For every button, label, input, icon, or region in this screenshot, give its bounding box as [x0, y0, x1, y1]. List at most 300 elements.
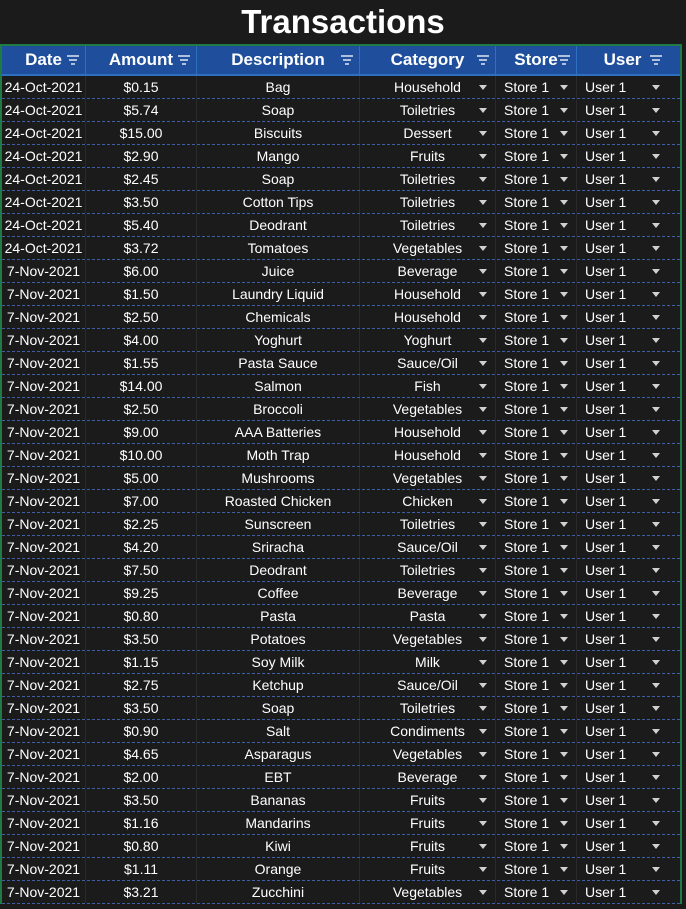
cell-description[interactable]: Potatoes: [197, 628, 360, 650]
cell-amount[interactable]: $2.50: [86, 306, 197, 328]
dropdown-arrow-icon[interactable]: [560, 177, 568, 182]
cell-amount[interactable]: $2.45: [86, 168, 197, 190]
dropdown-arrow-icon[interactable]: [479, 775, 487, 780]
cell-description[interactable]: Pasta Sauce: [197, 352, 360, 374]
cell-category-dropdown[interactable]: [360, 881, 496, 903]
dropdown-arrow-icon[interactable]: [652, 407, 660, 412]
cell-amount[interactable]: $0.15: [86, 76, 197, 98]
cell-store-dropdown[interactable]: [496, 812, 577, 834]
cell-amount[interactable]: $9.25: [86, 582, 197, 604]
cell-category-dropdown[interactable]: [360, 628, 496, 650]
cell-store-dropdown[interactable]: [496, 651, 577, 673]
header-store[interactable]: [496, 46, 577, 74]
cell-store-dropdown[interactable]: [496, 766, 577, 788]
cell-user-dropdown[interactable]: [577, 651, 668, 673]
dropdown-arrow-icon[interactable]: [652, 867, 660, 872]
cell-amount[interactable]: $7.00: [86, 490, 197, 512]
dropdown-arrow-icon[interactable]: [560, 683, 568, 688]
dropdown-arrow-icon[interactable]: [652, 108, 660, 113]
cell-category-dropdown[interactable]: [360, 559, 496, 581]
cell-amount[interactable]: $6.00: [86, 260, 197, 282]
cell-user-dropdown[interactable]: [577, 789, 668, 811]
cell-store-dropdown[interactable]: [496, 191, 577, 213]
cell-store-dropdown[interactable]: [496, 536, 577, 558]
cell-date[interactable]: 7-Nov-2021: [2, 743, 86, 765]
dropdown-arrow-icon[interactable]: [652, 200, 660, 205]
cell-user-dropdown[interactable]: [577, 145, 668, 167]
dropdown-arrow-icon[interactable]: [652, 660, 660, 665]
cell-description[interactable]: EBT: [197, 766, 360, 788]
dropdown-arrow-icon[interactable]: [479, 683, 487, 688]
dropdown-arrow-icon[interactable]: [652, 430, 660, 435]
cell-description[interactable]: Bag: [197, 76, 360, 98]
dropdown-arrow-icon[interactable]: [652, 499, 660, 504]
dropdown-arrow-icon[interactable]: [479, 660, 487, 665]
cell-category-dropdown[interactable]: [360, 398, 496, 420]
cell-date[interactable]: 7-Nov-2021: [2, 467, 86, 489]
dropdown-arrow-icon[interactable]: [652, 223, 660, 228]
dropdown-arrow-icon[interactable]: [560, 890, 568, 895]
cell-amount[interactable]: $5.40: [86, 214, 197, 236]
cell-user-dropdown[interactable]: [577, 260, 668, 282]
cell-category-dropdown[interactable]: [360, 444, 496, 466]
cell-store-dropdown[interactable]: [496, 743, 577, 765]
cell-description[interactable]: Deodrant: [197, 214, 360, 236]
cell-date[interactable]: 7-Nov-2021: [2, 605, 86, 627]
cell-user-dropdown[interactable]: [577, 306, 668, 328]
cell-user-dropdown[interactable]: [577, 582, 668, 604]
cell-amount[interactable]: $4.00: [86, 329, 197, 351]
cell-description[interactable]: Salmon: [197, 375, 360, 397]
dropdown-arrow-icon[interactable]: [560, 85, 568, 90]
cell-user-dropdown[interactable]: [577, 444, 668, 466]
dropdown-arrow-icon[interactable]: [560, 315, 568, 320]
dropdown-arrow-icon[interactable]: [560, 867, 568, 872]
cell-date[interactable]: 7-Nov-2021: [2, 697, 86, 719]
dropdown-arrow-icon[interactable]: [560, 292, 568, 297]
dropdown-arrow-icon[interactable]: [560, 568, 568, 573]
cell-store-dropdown[interactable]: [496, 260, 577, 282]
cell-description[interactable]: Deodrant: [197, 559, 360, 581]
cell-amount[interactable]: $2.50: [86, 398, 197, 420]
dropdown-arrow-icon[interactable]: [560, 430, 568, 435]
dropdown-arrow-icon[interactable]: [652, 453, 660, 458]
dropdown-arrow-icon[interactable]: [479, 476, 487, 481]
cell-date[interactable]: 24-Oct-2021: [2, 191, 86, 213]
cell-category-dropdown[interactable]: [360, 513, 496, 535]
dropdown-arrow-icon[interactable]: [652, 269, 660, 274]
dropdown-arrow-icon[interactable]: [560, 384, 568, 389]
header-date[interactable]: [2, 46, 86, 74]
dropdown-arrow-icon[interactable]: [652, 292, 660, 297]
cell-store-dropdown[interactable]: [496, 858, 577, 880]
cell-user-dropdown[interactable]: [577, 398, 668, 420]
cell-user-dropdown[interactable]: [577, 122, 668, 144]
dropdown-arrow-icon[interactable]: [560, 108, 568, 113]
cell-user-dropdown[interactable]: [577, 697, 668, 719]
dropdown-arrow-icon[interactable]: [560, 752, 568, 757]
cell-date[interactable]: 7-Nov-2021: [2, 352, 86, 374]
cell-description[interactable]: Orange: [197, 858, 360, 880]
dropdown-arrow-icon[interactable]: [652, 752, 660, 757]
dropdown-arrow-icon[interactable]: [652, 798, 660, 803]
dropdown-arrow-icon[interactable]: [652, 384, 660, 389]
cell-date[interactable]: 7-Nov-2021: [2, 283, 86, 305]
dropdown-arrow-icon[interactable]: [652, 338, 660, 343]
dropdown-arrow-icon[interactable]: [560, 223, 568, 228]
cell-description[interactable]: Chemicals: [197, 306, 360, 328]
cell-description[interactable]: Juice: [197, 260, 360, 282]
cell-date[interactable]: 7-Nov-2021: [2, 329, 86, 351]
cell-user-dropdown[interactable]: [577, 766, 668, 788]
dropdown-arrow-icon[interactable]: [479, 269, 487, 274]
cell-date[interactable]: 24-Oct-2021: [2, 145, 86, 167]
cell-amount[interactable]: $3.72: [86, 237, 197, 259]
filter-icon[interactable]: [178, 55, 190, 65]
cell-date[interactable]: 7-Nov-2021: [2, 490, 86, 512]
cell-description[interactable]: Coffee: [197, 582, 360, 604]
cell-store-dropdown[interactable]: [496, 352, 577, 374]
cell-amount[interactable]: $5.74: [86, 99, 197, 121]
filter-icon[interactable]: [477, 55, 489, 65]
cell-user-dropdown[interactable]: [577, 628, 668, 650]
cell-user-dropdown[interactable]: [577, 881, 668, 903]
dropdown-arrow-icon[interactable]: [479, 844, 487, 849]
cell-date[interactable]: 7-Nov-2021: [2, 674, 86, 696]
cell-amount[interactable]: $2.00: [86, 766, 197, 788]
cell-amount[interactable]: $0.80: [86, 835, 197, 857]
cell-store-dropdown[interactable]: [496, 398, 577, 420]
dropdown-arrow-icon[interactable]: [479, 545, 487, 550]
cell-category-dropdown[interactable]: [360, 329, 496, 351]
dropdown-arrow-icon[interactable]: [479, 752, 487, 757]
dropdown-arrow-icon[interactable]: [560, 706, 568, 711]
dropdown-arrow-icon[interactable]: [560, 637, 568, 642]
cell-user-dropdown[interactable]: [577, 490, 668, 512]
header-description[interactable]: [197, 46, 360, 74]
cell-amount[interactable]: $1.11: [86, 858, 197, 880]
cell-category-dropdown[interactable]: [360, 720, 496, 742]
cell-date[interactable]: 24-Oct-2021: [2, 168, 86, 190]
dropdown-arrow-icon[interactable]: [560, 361, 568, 366]
cell-category-dropdown[interactable]: [360, 375, 496, 397]
cell-amount[interactable]: $15.00: [86, 122, 197, 144]
cell-description[interactable]: Kiwi: [197, 835, 360, 857]
dropdown-arrow-icon[interactable]: [652, 522, 660, 527]
dropdown-arrow-icon[interactable]: [560, 844, 568, 849]
cell-amount[interactable]: $1.55: [86, 352, 197, 374]
cell-amount[interactable]: $5.00: [86, 467, 197, 489]
dropdown-arrow-icon[interactable]: [479, 890, 487, 895]
dropdown-arrow-icon[interactable]: [479, 361, 487, 366]
cell-amount[interactable]: $7.50: [86, 559, 197, 581]
dropdown-arrow-icon[interactable]: [479, 407, 487, 412]
cell-date[interactable]: 7-Nov-2021: [2, 444, 86, 466]
cell-user-dropdown[interactable]: [577, 375, 668, 397]
dropdown-arrow-icon[interactable]: [560, 453, 568, 458]
cell-store-dropdown[interactable]: [496, 145, 577, 167]
dropdown-arrow-icon[interactable]: [560, 522, 568, 527]
cell-store-dropdown[interactable]: [496, 99, 577, 121]
dropdown-arrow-icon[interactable]: [479, 85, 487, 90]
cell-store-dropdown[interactable]: [496, 835, 577, 857]
cell-amount[interactable]: $4.20: [86, 536, 197, 558]
cell-store-dropdown[interactable]: [496, 329, 577, 351]
cell-date[interactable]: 7-Nov-2021: [2, 720, 86, 742]
dropdown-arrow-icon[interactable]: [560, 499, 568, 504]
cell-description[interactable]: Moth Trap: [197, 444, 360, 466]
cell-amount[interactable]: $2.25: [86, 513, 197, 535]
dropdown-arrow-icon[interactable]: [652, 131, 660, 136]
dropdown-arrow-icon[interactable]: [652, 890, 660, 895]
dropdown-arrow-icon[interactable]: [479, 315, 487, 320]
cell-amount[interactable]: $9.00: [86, 421, 197, 443]
dropdown-arrow-icon[interactable]: [560, 798, 568, 803]
cell-user-dropdown[interactable]: [577, 329, 668, 351]
cell-description[interactable]: Bananas: [197, 789, 360, 811]
dropdown-arrow-icon[interactable]: [479, 338, 487, 343]
dropdown-arrow-icon[interactable]: [560, 476, 568, 481]
cell-date[interactable]: 7-Nov-2021: [2, 559, 86, 581]
cell-store-dropdown[interactable]: [496, 720, 577, 742]
cell-description[interactable]: Mandarins: [197, 812, 360, 834]
cell-user-dropdown[interactable]: [577, 720, 668, 742]
header-user[interactable]: [577, 46, 668, 74]
cell-description[interactable]: Roasted Chicken: [197, 490, 360, 512]
cell-description[interactable]: Zucchini: [197, 881, 360, 903]
filter-icon[interactable]: [558, 55, 570, 65]
dropdown-arrow-icon[interactable]: [560, 660, 568, 665]
cell-store-dropdown[interactable]: [496, 375, 577, 397]
cell-amount[interactable]: $3.50: [86, 789, 197, 811]
header-category[interactable]: [360, 46, 496, 74]
cell-description[interactable]: Asparagus: [197, 743, 360, 765]
cell-store-dropdown[interactable]: [496, 628, 577, 650]
cell-category-dropdown[interactable]: [360, 260, 496, 282]
cell-store-dropdown[interactable]: [496, 467, 577, 489]
cell-category-dropdown[interactable]: [360, 789, 496, 811]
cell-date[interactable]: 7-Nov-2021: [2, 582, 86, 604]
cell-store-dropdown[interactable]: [496, 697, 577, 719]
dropdown-arrow-icon[interactable]: [479, 499, 487, 504]
cell-user-dropdown[interactable]: [577, 421, 668, 443]
cell-store-dropdown[interactable]: [496, 789, 577, 811]
cell-category-dropdown[interactable]: [360, 237, 496, 259]
cell-description[interactable]: Laundry Liquid: [197, 283, 360, 305]
cell-amount[interactable]: $1.50: [86, 283, 197, 305]
filter-icon[interactable]: [650, 55, 662, 65]
cell-user-dropdown[interactable]: [577, 812, 668, 834]
dropdown-arrow-icon[interactable]: [652, 729, 660, 734]
cell-amount[interactable]: $0.90: [86, 720, 197, 742]
cell-description[interactable]: Mango: [197, 145, 360, 167]
cell-description[interactable]: Tomatoes: [197, 237, 360, 259]
cell-user-dropdown[interactable]: [577, 352, 668, 374]
cell-user-dropdown[interactable]: [577, 168, 668, 190]
cell-category-dropdown[interactable]: [360, 651, 496, 673]
cell-amount[interactable]: $14.00: [86, 375, 197, 397]
cell-date[interactable]: 7-Nov-2021: [2, 835, 86, 857]
cell-date[interactable]: 7-Nov-2021: [2, 513, 86, 535]
cell-store-dropdown[interactable]: [496, 490, 577, 512]
cell-description[interactable]: Cotton Tips: [197, 191, 360, 213]
cell-date[interactable]: 7-Nov-2021: [2, 789, 86, 811]
dropdown-arrow-icon[interactable]: [479, 867, 487, 872]
cell-date[interactable]: 7-Nov-2021: [2, 536, 86, 558]
dropdown-arrow-icon[interactable]: [479, 384, 487, 389]
cell-date[interactable]: 7-Nov-2021: [2, 858, 86, 880]
dropdown-arrow-icon[interactable]: [479, 223, 487, 228]
dropdown-arrow-icon[interactable]: [652, 637, 660, 642]
cell-store-dropdown[interactable]: [496, 283, 577, 305]
cell-category-dropdown[interactable]: [360, 306, 496, 328]
cell-amount[interactable]: $10.00: [86, 444, 197, 466]
cell-date[interactable]: 7-Nov-2021: [2, 398, 86, 420]
dropdown-arrow-icon[interactable]: [560, 338, 568, 343]
cell-store-dropdown[interactable]: [496, 421, 577, 443]
cell-category-dropdown[interactable]: [360, 352, 496, 374]
cell-user-dropdown[interactable]: [577, 513, 668, 535]
cell-store-dropdown[interactable]: [496, 122, 577, 144]
dropdown-arrow-icon[interactable]: [479, 729, 487, 734]
cell-date[interactable]: 24-Oct-2021: [2, 237, 86, 259]
dropdown-arrow-icon[interactable]: [652, 591, 660, 596]
cell-description[interactable]: Yoghurt: [197, 329, 360, 351]
cell-date[interactable]: 7-Nov-2021: [2, 628, 86, 650]
dropdown-arrow-icon[interactable]: [652, 361, 660, 366]
cell-description[interactable]: Pasta: [197, 605, 360, 627]
cell-user-dropdown[interactable]: [577, 835, 668, 857]
cell-amount[interactable]: $0.80: [86, 605, 197, 627]
cell-date[interactable]: 7-Nov-2021: [2, 881, 86, 903]
dropdown-arrow-icon[interactable]: [652, 177, 660, 182]
cell-store-dropdown[interactable]: [496, 214, 577, 236]
dropdown-arrow-icon[interactable]: [479, 177, 487, 182]
dropdown-arrow-icon[interactable]: [479, 430, 487, 435]
cell-category-dropdown[interactable]: [360, 421, 496, 443]
cell-category-dropdown[interactable]: [360, 145, 496, 167]
cell-category-dropdown[interactable]: [360, 697, 496, 719]
cell-category-dropdown[interactable]: [360, 674, 496, 696]
cell-amount[interactable]: $3.50: [86, 191, 197, 213]
dropdown-arrow-icon[interactable]: [560, 614, 568, 619]
dropdown-arrow-icon[interactable]: [652, 315, 660, 320]
cell-category-dropdown[interactable]: [360, 99, 496, 121]
cell-category-dropdown[interactable]: [360, 605, 496, 627]
cell-description[interactable]: Biscuits: [197, 122, 360, 144]
cell-user-dropdown[interactable]: [577, 605, 668, 627]
cell-date[interactable]: 24-Oct-2021: [2, 76, 86, 98]
cell-date[interactable]: 7-Nov-2021: [2, 306, 86, 328]
cell-date[interactable]: 24-Oct-2021: [2, 122, 86, 144]
cell-category-dropdown[interactable]: [360, 536, 496, 558]
cell-store-dropdown[interactable]: [496, 513, 577, 535]
dropdown-arrow-icon[interactable]: [479, 522, 487, 527]
cell-user-dropdown[interactable]: [577, 674, 668, 696]
cell-amount[interactable]: $3.21: [86, 881, 197, 903]
cell-category-dropdown[interactable]: [360, 490, 496, 512]
cell-user-dropdown[interactable]: [577, 283, 668, 305]
cell-category-dropdown[interactable]: [360, 214, 496, 236]
cell-user-dropdown[interactable]: [577, 743, 668, 765]
dropdown-arrow-icon[interactable]: [652, 683, 660, 688]
cell-store-dropdown[interactable]: [496, 674, 577, 696]
header-amount[interactable]: [86, 46, 197, 74]
cell-category-dropdown[interactable]: [360, 812, 496, 834]
cell-description[interactable]: Sunscreen: [197, 513, 360, 535]
cell-description[interactable]: Ketchup: [197, 674, 360, 696]
dropdown-arrow-icon[interactable]: [652, 844, 660, 849]
cell-date[interactable]: 24-Oct-2021: [2, 214, 86, 236]
dropdown-arrow-icon[interactable]: [652, 476, 660, 481]
cell-user-dropdown[interactable]: [577, 858, 668, 880]
cell-description[interactable]: Salt: [197, 720, 360, 742]
dropdown-arrow-icon[interactable]: [479, 637, 487, 642]
cell-store-dropdown[interactable]: [496, 444, 577, 466]
cell-description[interactable]: Soap: [197, 168, 360, 190]
filter-icon[interactable]: [341, 55, 353, 65]
dropdown-arrow-icon[interactable]: [479, 706, 487, 711]
cell-amount[interactable]: $2.90: [86, 145, 197, 167]
cell-date[interactable]: 7-Nov-2021: [2, 260, 86, 282]
cell-store-dropdown[interactable]: [496, 582, 577, 604]
cell-user-dropdown[interactable]: [577, 214, 668, 236]
cell-amount[interactable]: $1.16: [86, 812, 197, 834]
cell-category-dropdown[interactable]: [360, 835, 496, 857]
cell-description[interactable]: Mushrooms: [197, 467, 360, 489]
filter-icon[interactable]: [67, 55, 79, 65]
dropdown-arrow-icon[interactable]: [479, 246, 487, 251]
cell-amount[interactable]: $1.15: [86, 651, 197, 673]
cell-description[interactable]: AAA Batteries: [197, 421, 360, 443]
cell-description[interactable]: Broccoli: [197, 398, 360, 420]
cell-store-dropdown[interactable]: [496, 605, 577, 627]
dropdown-arrow-icon[interactable]: [652, 154, 660, 159]
cell-date[interactable]: 7-Nov-2021: [2, 766, 86, 788]
cell-date[interactable]: 7-Nov-2021: [2, 421, 86, 443]
cell-category-dropdown[interactable]: [360, 582, 496, 604]
cell-category-dropdown[interactable]: [360, 122, 496, 144]
cell-user-dropdown[interactable]: [577, 237, 668, 259]
cell-store-dropdown[interactable]: [496, 237, 577, 259]
cell-store-dropdown[interactable]: [496, 306, 577, 328]
dropdown-arrow-icon[interactable]: [652, 614, 660, 619]
dropdown-arrow-icon[interactable]: [479, 798, 487, 803]
cell-category-dropdown[interactable]: [360, 743, 496, 765]
cell-user-dropdown[interactable]: [577, 536, 668, 558]
dropdown-arrow-icon[interactable]: [652, 85, 660, 90]
dropdown-arrow-icon[interactable]: [479, 131, 487, 136]
dropdown-arrow-icon[interactable]: [479, 614, 487, 619]
cell-category-dropdown[interactable]: [360, 766, 496, 788]
cell-user-dropdown[interactable]: [577, 99, 668, 121]
dropdown-arrow-icon[interactable]: [479, 292, 487, 297]
cell-store-dropdown[interactable]: [496, 168, 577, 190]
cell-user-dropdown[interactable]: [577, 76, 668, 98]
dropdown-arrow-icon[interactable]: [560, 269, 568, 274]
dropdown-arrow-icon[interactable]: [560, 775, 568, 780]
cell-user-dropdown[interactable]: [577, 191, 668, 213]
dropdown-arrow-icon[interactable]: [479, 591, 487, 596]
dropdown-arrow-icon[interactable]: [652, 568, 660, 573]
dropdown-arrow-icon[interactable]: [479, 154, 487, 159]
dropdown-arrow-icon[interactable]: [479, 453, 487, 458]
cell-store-dropdown[interactable]: [496, 881, 577, 903]
dropdown-arrow-icon[interactable]: [560, 545, 568, 550]
dropdown-arrow-icon[interactable]: [560, 591, 568, 596]
dropdown-arrow-icon[interactable]: [652, 775, 660, 780]
cell-date[interactable]: 24-Oct-2021: [2, 99, 86, 121]
